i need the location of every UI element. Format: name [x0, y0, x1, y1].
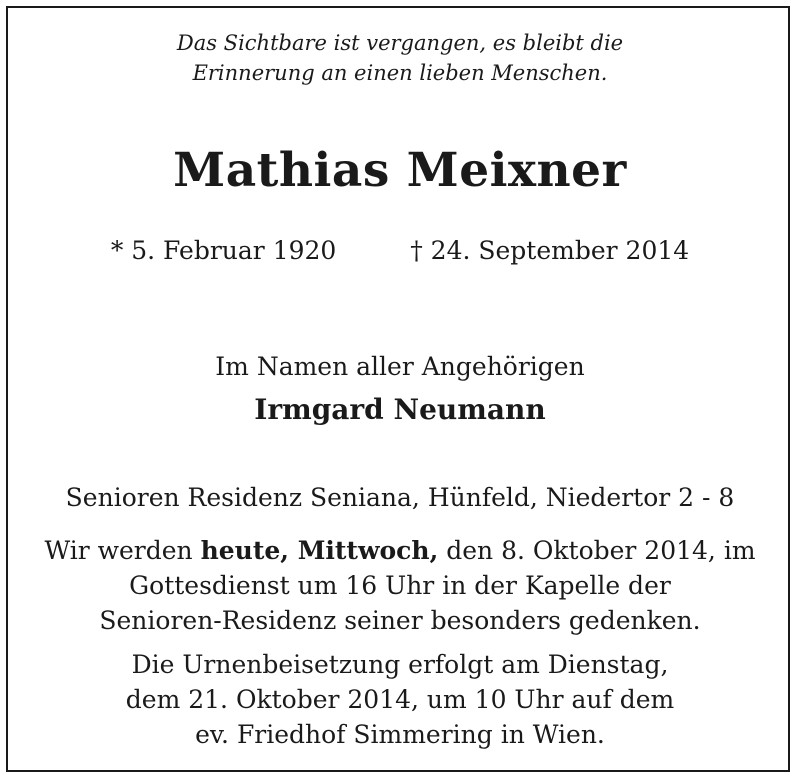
service-line-1	[0, 536, 800, 565]
life-dates	[0, 236, 800, 265]
motto-line-1: Das Sichtbare ist vergangen, es bleibt die	[176, 31, 624, 55]
service-line-3: Senioren-Residenz seiner besonders gedenken.	[99, 606, 701, 635]
death-date: † 24. September 2014	[410, 236, 690, 265]
motto-line-2: Erinnerung an einen lieben Menschen.	[192, 61, 608, 85]
signer-name: Irmgard Neumann	[254, 393, 546, 426]
deceased-name: Mathias Meixner	[173, 143, 627, 198]
burial-line-1: Die Urnenbeisetzung erfolgt am Dienstag,	[131, 650, 669, 679]
address-line: Senioren Residenz Seniana, Hünfeld, Niedertor 2 - 8	[65, 483, 735, 512]
birth-date: * 5. Februar 1920	[110, 236, 337, 265]
service-line-2: Gottesdienst um 16 Uhr in der Kapelle der	[129, 571, 671, 600]
burial-line-2: dem 21. Oktober 2014, um 10 Uhr auf dem	[125, 685, 675, 714]
service-line-1-pre: Wir werden	[44, 536, 201, 565]
burial-line-3: ev. Friedhof Simmering in Wien.	[195, 720, 605, 749]
family-intro: Im Namen aller Angehörigen	[215, 352, 585, 381]
service-day: heute, Mittwoch,	[200, 536, 439, 565]
service-line-1-post: den 8. Oktober 2014, im	[438, 536, 756, 565]
